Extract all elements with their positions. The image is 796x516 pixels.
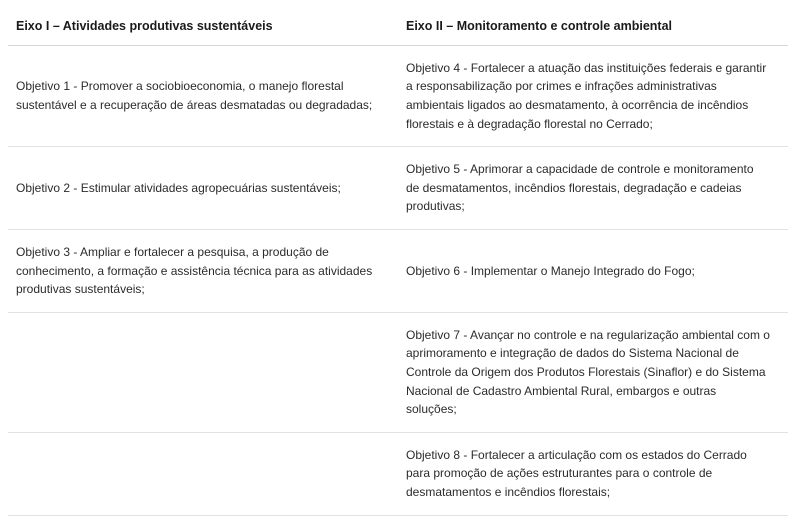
objective-cell-left-empty [8, 432, 398, 515]
objective-cell-right [398, 45, 788, 146]
objective-text: Objetivo 2 - Estimular atividades agropecuárias sustentáveis; [16, 180, 341, 195]
objective-text: Objetivo 1 - Promover a sociobioeconomia, o manejo florestal sustentável e a recuperação de áreas desmatadas ou degradadas; [16, 79, 373, 113]
table-row [8, 147, 788, 230]
objective-cell-right [398, 230, 788, 313]
objective-text: Objetivo 5 - Aprimorar a capacidade de controle e monitoramento de desmatamentos, incêndios florestais, degradação e cadeias produtivas; [406, 162, 757, 214]
table-body [8, 45, 788, 515]
table-row [8, 230, 788, 313]
table-row [8, 45, 788, 146]
column-header-eixo-1: Eixo I – Atividades produtivas sustentáveis [8, 0, 398, 45]
objective-text: Objetivo 6 - Implementar o Manejo Integrado do Fogo; [406, 263, 695, 278]
column-header-eixo-2: Eixo II – Monitoramento e controle ambiental [398, 0, 788, 45]
table-header [8, 0, 788, 45]
objective-cell-left [8, 230, 398, 313]
objective-text: Objetivo 3 - Ampliar e fortalecer a pesquisa, a produção de conhecimento, a formação e assistência técnica para as atividades produtivas sustentáveis; [16, 245, 376, 297]
objective-cell-left [8, 45, 398, 146]
table-row [8, 432, 788, 515]
objective-cell-left-empty [8, 312, 398, 432]
objective-cell-left [8, 147, 398, 230]
objective-cell-right [398, 312, 788, 432]
objective-cell-right [398, 147, 788, 230]
objective-text: Objetivo 4 - Fortalecer a atuação das instituições federais e garantir a responsabilização por crimes e infrações administrativas ambientais ligados ao desmatamento, à ocorrência de incêndios florestais e à degradação florestal no Cerrado; [406, 60, 770, 131]
objective-cell-right [398, 432, 788, 515]
table-row [8, 312, 788, 432]
objective-text: Objetivo 8 - Fortalecer a articulação com os estados do Cerrado para promoção de ações estruturantes para o controle de desmatamentos e incêndios florestais; [406, 447, 751, 499]
table-header-row [8, 0, 788, 45]
objective-text: Objetivo 7 - Avançar no controle e na regularização ambiental com o aprimoramento e integração de dados do Sistema Nacional de Controle da Origem dos Produtos Florestais (Sinaflor) e do Sistema Nacional de Cadastro Ambiental Rural, embargos e outras soluções; [406, 327, 774, 417]
objectives-table [8, 0, 788, 516]
